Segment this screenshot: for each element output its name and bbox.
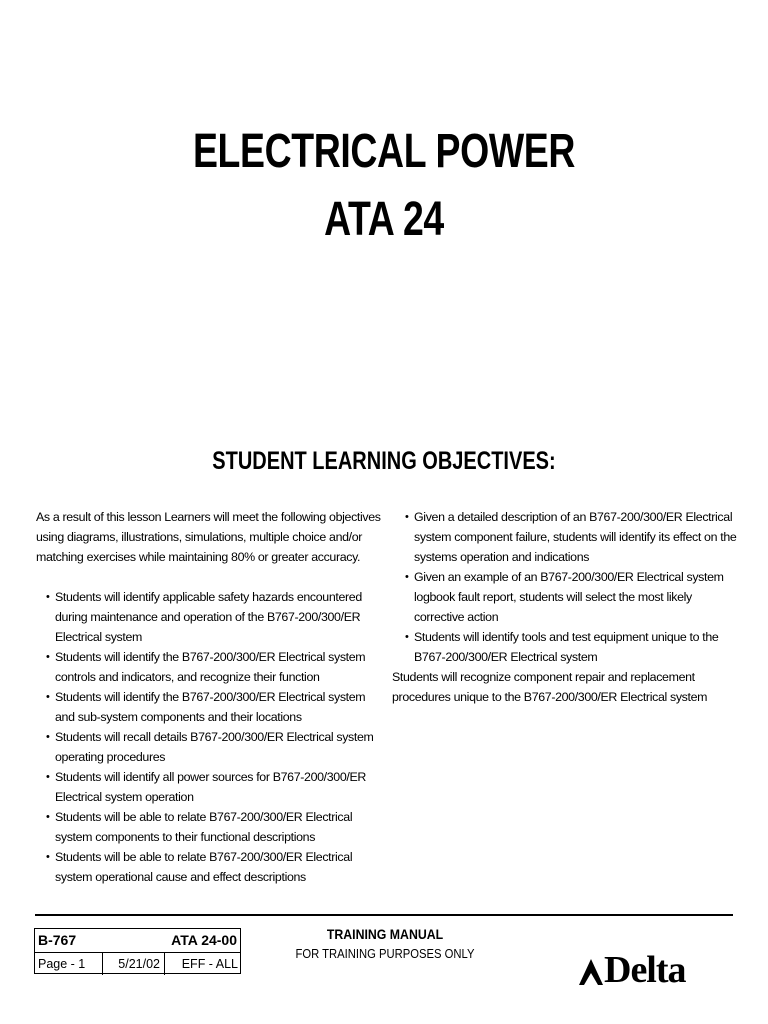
objectives-right-list	[392, 507, 737, 667]
bullet-icon: •	[46, 691, 50, 703]
footer-divider	[35, 914, 733, 916]
aircraft-type: B-767	[38, 932, 77, 948]
delta-wordmark: Delta	[604, 949, 686, 991]
bullet-icon: •	[405, 631, 409, 643]
page-title: ELECTRICAL POWER	[192, 125, 576, 178]
list-item: • Students will be able to relate B767-200/300/ER Electrical system components to their functional descriptions	[36, 807, 381, 847]
list-item: • Students will recall details B767-200/300/ER Electrical system operating procedures	[36, 727, 381, 767]
list-item: • Students will be able to relate B767-200/300/ER Electrical system operational cause and effect descriptions	[36, 847, 381, 887]
list-item: • Given an example of an B767-200/300/ER Electrical system logbook fault report, students will select the most likely corrective action	[392, 567, 737, 627]
footer-row-aircraft	[35, 929, 240, 951]
training-manual-label: TRAINING MANUAL	[326, 926, 444, 942]
bullet-icon: •	[46, 851, 50, 863]
delta-logo	[578, 947, 708, 993]
footer-row-page	[35, 952, 240, 975]
delta-triangle-icon	[578, 947, 604, 993]
bullet-icon: •	[46, 731, 50, 743]
bullet-icon: •	[46, 771, 50, 783]
bullet-icon: •	[405, 571, 409, 583]
ata-chapter: ATA 24-00	[171, 932, 237, 948]
list-item: • Students will identify all power sources for B767-200/300/ER Electrical system operation	[36, 767, 381, 807]
objectives-right-column	[392, 507, 737, 707]
revision-date: 5/21/02	[103, 953, 165, 975]
objectives-heading: STUDENT LEARNING OBJECTIVES:	[212, 447, 556, 475]
objectives-closing: Students will recognize component repair and replacement procedures unique to the B767-200/300/ER Electrical system	[392, 670, 708, 704]
list-item: • Given a detailed description of an B767-200/300/ER Electrical system component failure, students will identify its effect on the systems operation and indications	[392, 507, 737, 567]
list-item: • Students will identify the B767-200/300/ER Electrical system controls and indicators, and recognize their function	[36, 647, 381, 687]
effectivity: EFF - ALL	[181, 957, 238, 971]
objectives-intro: As a result of this lesson Learners will meet the following objectives using diagrams, illustrations, simulations, multiple choice and/or matching exercises while maintaining 80% or greater accuracy.	[36, 510, 381, 564]
objectives-left-list	[36, 587, 381, 887]
bullet-icon: •	[405, 511, 409, 523]
list-item: • Students will identify the B767-200/300/ER Electrical system and sub-system components and their locations	[36, 687, 381, 727]
objectives-left-column	[36, 507, 381, 887]
bullet-icon: •	[46, 811, 50, 823]
list-item: • Students will identify applicable safety hazards encountered during maintenance and operation of the B767-200/300/ER Electrical system	[36, 587, 381, 647]
page-subtitle: ATA 24	[324, 193, 444, 246]
training-purposes-label: FOR TRAINING PURPOSES ONLY	[295, 947, 475, 961]
page-number: Page - 1	[38, 953, 103, 975]
bullet-icon: •	[46, 591, 50, 603]
footer-table	[34, 928, 241, 974]
bullet-icon: •	[46, 651, 50, 663]
list-item: • Students will identify tools and test equipment unique to the B767-200/300/ER Electrical system	[392, 627, 737, 667]
